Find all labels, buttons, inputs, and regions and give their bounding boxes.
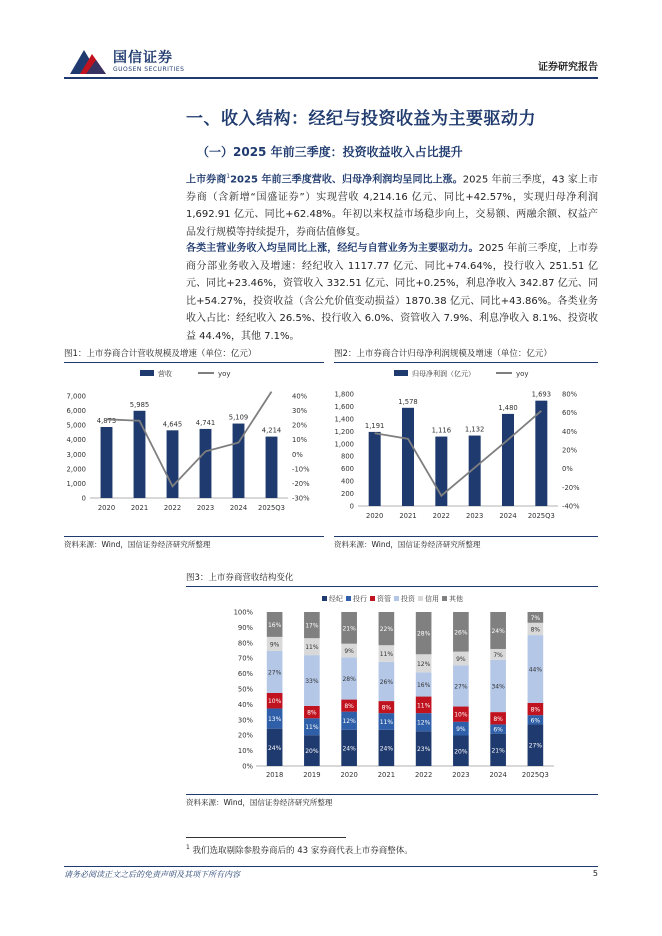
chart-1 [64, 364, 326, 534]
segment-label: 8% [307, 709, 317, 717]
figure-3-source: 资料来源：Wind，国信证券经济研究所整理 [186, 798, 333, 807]
footnote-text: 我们选取剔除参股券商后的 43 家券商代表上市券商整体。 [192, 846, 413, 856]
logo-subtext: GUOSEN SECURITIES [113, 66, 185, 73]
y-tick-label: 800 [341, 452, 354, 461]
bar [167, 430, 179, 498]
segment-label: 13% [267, 716, 282, 724]
legend-swatch-资管 [370, 596, 375, 601]
figure-2-title: 图2：上市券商合计归母净利润规模及增速（单位：亿元） [334, 349, 552, 359]
legend-label-bars: 归母净利润（亿元） [412, 370, 475, 378]
y-tick-label: 2,000 [66, 465, 86, 474]
y2-tick-label: 40% [562, 427, 578, 436]
y2-tick-label: 80% [562, 390, 578, 399]
segment-label: 10% [454, 711, 468, 719]
page-number: 5 [592, 869, 598, 878]
figure-3-rule [186, 586, 598, 587]
y-tick-label: 4,000 [66, 436, 86, 445]
x-tick-label: 2023 [452, 771, 470, 779]
x-tick-label: 2024 [499, 512, 517, 520]
bar [535, 401, 547, 506]
figure-2-bottom-rule [334, 536, 598, 537]
x-tick-label: 2021 [399, 512, 417, 520]
paragraph-1-lead-2: 2025 年前三季度营收、归母净利润均呈同比上涨。 [230, 174, 463, 186]
y-tick-label: 6,000 [66, 407, 86, 416]
segment-label: 6% [493, 726, 503, 734]
bar-data-label: 4,873 [96, 416, 117, 425]
y-tick-label: 100% [233, 608, 253, 617]
legend-label: 投行 [353, 595, 367, 603]
y-tick-label: 60% [237, 670, 253, 679]
disclaimer: 请务必阅读正文之后的免责声明及其项下所有内容 [64, 870, 240, 879]
segment-label: 10% [267, 698, 282, 706]
segment-label: 24% [379, 745, 394, 753]
bar-data-label: 5,985 [129, 400, 150, 409]
segment-label: 9% [269, 641, 280, 649]
bar [369, 432, 381, 506]
segment-label: 11% [379, 651, 394, 659]
y-tick-label: 80% [237, 639, 253, 648]
segment-label: 8% [381, 704, 392, 712]
segment-label: 16% [267, 621, 282, 629]
y2-tick-label: 0% [292, 450, 303, 459]
y2-tick-label: 0% [562, 465, 573, 474]
segment-label: 33% [305, 678, 319, 686]
chart-3 [232, 590, 562, 786]
y-tick-label: 3,000 [66, 450, 86, 459]
y-tick-label: 1,000 [66, 479, 86, 488]
footnote-ref: 1 [226, 173, 231, 180]
figure-3-bottom-rule [186, 794, 598, 795]
y2-tick-label: -10% [292, 465, 310, 474]
y2-tick-label: 10% [292, 436, 308, 445]
legend-swatch-投行 [346, 596, 351, 601]
segment-label: 11% [305, 644, 319, 652]
segment-label: 22% [379, 626, 394, 634]
segment-label: 16% [416, 681, 431, 689]
footnote-rule [186, 837, 346, 838]
legend-swatch-信用 [418, 596, 423, 601]
y-tick-label: 1,000 [334, 440, 354, 449]
segment-label: 11% [305, 724, 319, 732]
x-tick-label: 2023 [196, 504, 215, 512]
x-tick-label: 2021 [377, 771, 396, 779]
figure-1-title: 图1：上市券商合计营收规模及增速（单位：亿元） [64, 349, 257, 359]
y-tick-label: 50% [237, 685, 253, 694]
yoy-line [375, 411, 542, 496]
paragraph-2-body: 2025 年前三季度，上市券商分部业务收入及增速：经纪收入 1117.77 亿元、同比+74.64%，投行收入 251.51 亿元、同比+23.46%，资管收入 332.51 亿元、同比+0.25%，利息净收入 342.87 亿元、同比+54.27%，投资收益（含公允价值变动损益）1870.38 亿元、同比+43.86%。各类业务收入占比：经纪收入 26.5%、投行收入 6.0%、资管收入 7.9%、利息净收入 8.1%、投资收益 44.4%，其他 7.1%。 [186, 243, 599, 342]
y-tick-label: 40% [237, 700, 253, 709]
segment-label: 34% [491, 683, 505, 691]
segment-label: 27% [528, 742, 543, 750]
x-tick-label: 2020 [97, 504, 116, 512]
paragraph-2-lead: 各类主营业务收入均呈同比上涨，经纪与自营业务为主要驱动力。 [186, 243, 479, 254]
segment-label: 24% [267, 744, 282, 752]
segment-label: 12% [342, 718, 356, 726]
y2-tick-label: -40% [562, 502, 580, 511]
y2-tick-label: 40% [292, 392, 308, 401]
paragraph-1-body: 2025 年前三季度，43 家上市券商（含新增“国盛证券”）实现营收 4,214.16 亿元、同比+42.57%，实现归母净利润 1,692.91 亿元、同比+62.48%。年初以来权益市场稳步向上，交易额、两融余额、权益产品发行规模等持续提升，券商估值修复。 [186, 174, 598, 238]
legend-label-line: yoy [516, 370, 529, 378]
segment-label: 7% [530, 614, 541, 622]
y-tick-label: 10% [237, 747, 253, 756]
legend-swatch-经纪 [322, 596, 327, 601]
x-tick-label: 2021 [130, 504, 149, 512]
segment-label: 21% [491, 747, 505, 755]
segment-label: 9% [456, 656, 466, 664]
bar-data-label: 1,480 [498, 403, 518, 412]
x-tick-label: 2024 [229, 504, 248, 512]
figure-2-source: 资料来源：Wind，国信证券经济研究所整理 [334, 540, 481, 549]
segment-label: 8% [530, 626, 541, 634]
y2-tick-label: -20% [292, 479, 310, 488]
bar [134, 411, 146, 498]
y-tick-label: 1,600 [334, 402, 354, 411]
segment-label: 20% [454, 748, 468, 756]
bar [200, 429, 212, 498]
legend-label-line: yoy [218, 370, 231, 378]
y-tick-label: 0% [242, 762, 253, 771]
segment-label: 6% [530, 717, 541, 725]
segment-label: 21% [342, 625, 356, 633]
y-tick-label: 1,400 [334, 415, 354, 424]
legend-label: 其他 [449, 595, 463, 603]
footnote-marker: 1 [186, 844, 190, 852]
y-tick-label: 90% [237, 623, 253, 632]
x-tick-label: 2019 [303, 771, 321, 779]
figure-1-rule [64, 362, 324, 363]
bar-data-label: 1,191 [364, 421, 385, 430]
x-tick-label: 2024 [489, 771, 507, 779]
x-tick-label: 2022 [414, 771, 433, 779]
figure-1-source: 资料来源：Wind，国信证券经济研究所整理 [64, 540, 211, 549]
legend-swatch-bars [394, 370, 408, 376]
legend-label-bars: 营收 [158, 370, 172, 378]
bar [266, 437, 278, 498]
footer-divider [64, 866, 598, 867]
subsection-heading: （一）2025 年前三季度：投资收益收入占比提升 [197, 145, 463, 159]
legend-swatch-投资 [394, 596, 399, 601]
paragraph-1-lead: 上市券商 [186, 174, 227, 186]
x-tick-label: 2022 [432, 512, 450, 520]
figure-2-rule [334, 362, 598, 363]
y-tick-label: 400 [341, 477, 354, 486]
bar-data-label: 1,693 [531, 390, 552, 399]
bar-data-label: 1,116 [431, 426, 452, 435]
bar-data-label: 5,109 [228, 413, 249, 422]
y-tick-label: 200 [341, 490, 354, 499]
bar-data-label: 4,741 [195, 418, 216, 427]
segment-label: 23% [416, 746, 431, 754]
x-tick-label: 2018 [265, 771, 284, 779]
y2-tick-label: -30% [292, 494, 310, 503]
y2-tick-label: 20% [292, 421, 308, 430]
paragraph-1 [186, 168, 598, 241]
segment-label: 27% [267, 669, 282, 677]
legend-label: 经纪 [329, 595, 343, 603]
y-tick-label: 30% [237, 716, 253, 725]
y-tick-label: 5,000 [66, 421, 86, 430]
bar [502, 414, 514, 506]
legend-label: 信用 [425, 595, 439, 603]
y2-tick-label: 30% [292, 407, 308, 416]
header-divider [64, 77, 598, 79]
y2-tick-label: 20% [562, 446, 578, 455]
x-tick-label: 2025Q3 [521, 771, 549, 779]
y-tick-label: 70% [237, 654, 253, 663]
segment-label: 8% [493, 715, 503, 723]
segment-label: 8% [344, 703, 354, 711]
bar-data-label: 4,214 [261, 426, 282, 435]
logo-text: 国信证券 [113, 50, 173, 66]
x-tick-label: 2025Q3 [527, 512, 555, 520]
chart-2 [334, 364, 598, 534]
section-heading: 一、收入结构：经纪与投资收益为主要驱动力 [186, 109, 536, 129]
bar [101, 427, 113, 498]
footnote [186, 844, 413, 856]
segment-label: 11% [416, 702, 431, 710]
legend-swatch-其他 [442, 596, 447, 601]
segment-label: 7% [493, 651, 503, 659]
bar [402, 408, 414, 506]
segment-label: 12% [416, 719, 431, 727]
x-tick-label: 2022 [163, 504, 182, 512]
segment-label: 17% [305, 622, 319, 630]
y2-tick-label: 60% [562, 409, 578, 418]
x-tick-label: 2020 [340, 771, 358, 779]
segment-label: 24% [342, 745, 356, 753]
segment-label: 20% [305, 748, 319, 756]
y-tick-label: 600 [341, 465, 354, 474]
segment-label: 9% [456, 726, 466, 734]
legend-swatch-bars [140, 370, 154, 376]
paragraph-2 [186, 240, 598, 345]
segment-label: 44% [528, 666, 543, 674]
legend-label: 投资 [401, 595, 415, 603]
y-tick-label: 0 [81, 494, 86, 503]
x-tick-label: 2025Q3 [258, 504, 285, 512]
segment-label: 26% [379, 678, 394, 686]
bar-data-label: 1,578 [398, 397, 418, 406]
y-tick-label: 20% [237, 731, 253, 740]
legend-label: 资管 [377, 595, 391, 603]
segment-label: 28% [342, 675, 356, 683]
y-tick-label: 0 [349, 502, 354, 511]
segment-label: 24% [491, 627, 505, 635]
segment-label: 28% [416, 630, 431, 638]
segment-label: 11% [379, 718, 394, 726]
segment-label: 9% [344, 648, 354, 655]
y2-tick-label: -20% [562, 483, 580, 492]
segment-label: 12% [416, 660, 431, 668]
x-tick-label: 2023 [466, 512, 484, 520]
y-tick-label: 7,000 [66, 392, 86, 401]
logo-icon [66, 44, 110, 78]
bar-data-label: 1,132 [464, 425, 485, 434]
y-tick-label: 1,200 [334, 427, 354, 436]
figure-3-title: 图3：上市券商营收结构变化 [186, 573, 294, 583]
segment-label: 27% [454, 683, 468, 691]
report-type: 证券研究报告 [538, 62, 598, 73]
segment-label: 26% [454, 629, 468, 637]
y-tick-label: 1,800 [334, 390, 354, 399]
bar-data-label: 4,645 [162, 420, 183, 429]
segment-label: 8% [530, 706, 541, 714]
x-tick-label: 2020 [366, 512, 384, 520]
figure-1-bottom-rule [64, 536, 324, 537]
